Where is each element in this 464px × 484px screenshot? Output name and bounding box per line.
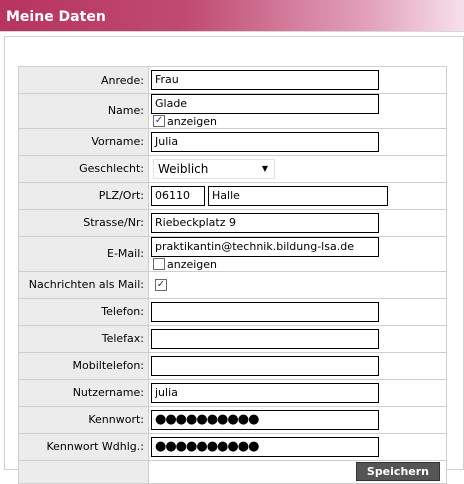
name-show-label: anzeigen	[167, 114, 218, 128]
row-nachrichten	[19, 271, 447, 298]
row-geschlecht	[19, 155, 447, 182]
row-anrede	[19, 67, 447, 94]
telefax-label: Telefax:	[19, 325, 149, 352]
email-show-checkbox[interactable]	[153, 258, 165, 270]
mobiltelefon-input[interactable]	[151, 356, 379, 376]
row-name	[19, 94, 447, 129]
kennwort-wdhlg-input[interactable]: ●●●●●●●●●●	[151, 437, 379, 457]
email-label: E-Mail:	[19, 236, 149, 271]
name-label: Name:	[19, 94, 149, 129]
kennwort-label: Kennwort:	[19, 406, 149, 433]
row-kennwort-wdhlg	[19, 433, 447, 460]
telefon-label: Telefon:	[19, 298, 149, 325]
strasse-label: Strasse/Nr:	[19, 209, 149, 236]
geschlecht-label: Geschlecht:	[19, 155, 149, 182]
kennwort-wdhlg-label: Kennwort Wdhlg.:	[19, 433, 149, 460]
row-plz-ort	[19, 182, 447, 209]
telefax-input[interactable]	[151, 329, 379, 349]
anrede-label: Anrede:	[19, 67, 149, 94]
actions-spacer	[19, 460, 149, 483]
geschlecht-select[interactable]	[153, 159, 275, 179]
nachrichten-checkbox[interactable]: ✓	[156, 279, 166, 291]
row-email	[19, 236, 447, 271]
plz-input[interactable]: 06110	[151, 186, 205, 206]
row-strasse	[19, 209, 447, 236]
row-actions	[19, 460, 447, 483]
chevron-down-icon: ▼	[261, 164, 268, 174]
row-telefon	[19, 298, 447, 325]
name-input[interactable]: Glade	[151, 94, 379, 114]
profile-form	[18, 66, 447, 484]
ort-input[interactable]: Halle	[208, 186, 388, 206]
row-telefax	[19, 325, 447, 352]
mobiltelefon-label: Mobiltelefon:	[19, 352, 149, 379]
email-show-label: anzeigen	[167, 257, 218, 271]
row-mobiltelefon	[19, 352, 447, 379]
nutzername-label: Nutzername:	[19, 379, 149, 406]
email-input[interactable]: praktikantin@technik.bildung-lsa.de	[151, 237, 379, 257]
save-button[interactable]: Speichern	[356, 462, 440, 481]
row-vorname	[19, 128, 447, 155]
vorname-input[interactable]: Julia	[151, 132, 379, 152]
nutzername-input[interactable]: julia	[151, 383, 379, 403]
nachrichten-label: Nachrichten als Mail:	[19, 271, 149, 298]
geschlecht-value: Weiblich	[158, 161, 209, 176]
kennwort-input[interactable]: ●●●●●●●●●●	[151, 410, 379, 430]
plz-ort-label: PLZ/Ort:	[19, 182, 149, 209]
row-kennwort	[19, 406, 447, 433]
row-nutzername	[19, 379, 447, 406]
name-show-checkbox[interactable]: ✓	[154, 115, 164, 127]
page-title: Meine Daten	[6, 9, 106, 25]
anrede-input[interactable]: Frau	[151, 70, 379, 90]
page-header	[0, 0, 464, 32]
telefon-input[interactable]	[151, 302, 379, 322]
vorname-label: Vorname:	[19, 128, 149, 155]
strasse-input[interactable]: Riebeckplatz 9	[151, 213, 379, 233]
